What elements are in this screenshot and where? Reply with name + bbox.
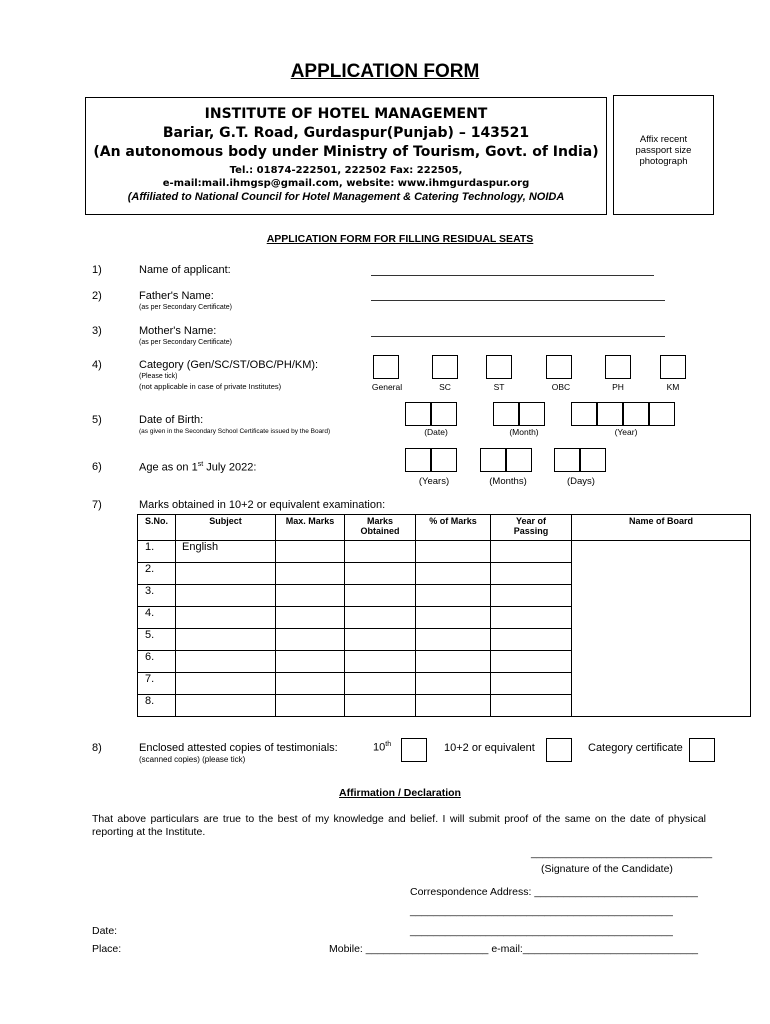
age-years-1[interactable] <box>405 448 431 472</box>
row-marks-obtained[interactable] <box>345 695 416 717</box>
marks-label: Marks obtained in 10+2 or equivalent examination: <box>139 499 386 511</box>
age-days-1[interactable] <box>554 448 580 472</box>
age-label <box>139 461 256 474</box>
form-subtitle: APPLICATION FORM FOR FILLING RESIDUAL SEATS <box>266 233 534 245</box>
photo-box-label: Affix recent passport size photograph <box>635 134 692 167</box>
row-max-marks[interactable] <box>276 541 345 563</box>
plus2-label: 10+2 or equivalent <box>444 742 535 754</box>
row-year[interactable] <box>491 651 572 673</box>
row-subject[interactable] <box>176 695 276 717</box>
item-number-8: 8) <box>92 742 102 754</box>
row-year[interactable] <box>491 607 572 629</box>
row-marks-obtained[interactable] <box>345 541 416 563</box>
photo-box[interactable] <box>613 95 714 215</box>
row-year[interactable] <box>491 695 572 717</box>
age-caption-years: (Years) <box>418 476 450 487</box>
father-field[interactable] <box>371 300 665 301</box>
row-percent[interactable] <box>416 585 491 607</box>
age-days-2[interactable] <box>580 448 606 472</box>
item-number-4: 4) <box>92 359 102 371</box>
row-max-marks[interactable] <box>276 607 345 629</box>
correspondence-address[interactable]: Correspondence Address: ____________________________ <box>410 886 698 898</box>
category-box-obc[interactable] <box>546 355 572 379</box>
row-subject[interactable] <box>176 673 276 695</box>
row-max-marks[interactable] <box>276 563 345 585</box>
dob-year-3[interactable] <box>623 402 649 426</box>
item-number-2: 2) <box>92 290 102 302</box>
dob-caption-month: (Month) <box>509 427 539 437</box>
category-box-ph[interactable] <box>605 355 631 379</box>
institute-email: e-mail:mail.ihmgsp@gmail.com, website: www.ihmgurdaspur.org <box>162 178 530 189</box>
category-box-general[interactable] <box>373 355 399 379</box>
institute-affiliation: (Affiliated to National Council for Hotel Management & Catering Technology, NOIDA <box>127 191 565 203</box>
item-number-6: 6) <box>92 461 102 473</box>
institute-phone: Tel.: 01874-222501, 222502 Fax: 222505, <box>229 165 463 176</box>
category-box-km[interactable] <box>660 355 686 379</box>
row-year[interactable] <box>491 585 572 607</box>
row-percent[interactable] <box>416 629 491 651</box>
row-subject[interactable] <box>176 629 276 651</box>
row-subject[interactable]: English <box>176 541 276 563</box>
dob-day-1[interactable] <box>405 402 431 426</box>
row-max-marks[interactable] <box>276 673 345 695</box>
row-sno: 6. <box>138 651 176 673</box>
testimonial-box-tenth[interactable] <box>401 738 427 762</box>
row-sno: 2. <box>138 563 176 585</box>
mobile-email-line[interactable]: Mobile: _____________________ e-mail:______________________________ <box>329 943 699 955</box>
institute-header <box>85 97 607 215</box>
enclosed-note: (scanned copies) (please tick) <box>139 755 246 764</box>
row-max-marks[interactable] <box>276 651 345 673</box>
age-caption-months: (Months) <box>489 476 527 487</box>
age-months-2[interactable] <box>506 448 532 472</box>
row-marks-obtained[interactable] <box>345 585 416 607</box>
category-label: Category (Gen/SC/ST/OBC/PH/KM): <box>139 359 319 371</box>
dob-note: (as given in the Secondary School Certificate issued by the Board) <box>139 428 331 435</box>
item-number-1: 1) <box>92 264 102 276</box>
item-number-3: 3) <box>92 325 102 337</box>
row-percent[interactable] <box>416 563 491 585</box>
age-label-post: July 2022: <box>203 461 257 474</box>
row-marks-obtained[interactable] <box>345 629 416 651</box>
age-years-2[interactable] <box>431 448 457 472</box>
row-max-marks[interactable] <box>276 585 345 607</box>
form-title: APPLICATION FORM <box>290 61 480 82</box>
row-marks-obtained[interactable] <box>345 651 416 673</box>
tenth-label-sup: th <box>385 741 392 748</box>
row-sno: 3. <box>138 585 176 607</box>
dob-year-4[interactable] <box>649 402 675 426</box>
row-sno: 4. <box>138 607 176 629</box>
row-percent[interactable] <box>416 541 491 563</box>
age-label-pre: Age as on 1 <box>139 461 198 474</box>
dob-caption-year: (Year) <box>614 427 638 437</box>
row-percent[interactable] <box>416 607 491 629</box>
header-board: Name of Board <box>572 515 751 541</box>
row-percent[interactable] <box>416 651 491 673</box>
row-subject[interactable] <box>176 651 276 673</box>
category-caption-obc: OBC <box>551 382 571 392</box>
address-line-2[interactable]: _____________________________________________ <box>410 925 673 937</box>
dob-year-2[interactable] <box>597 402 623 426</box>
category-box-st[interactable] <box>486 355 512 379</box>
name-label: Name of applicant: <box>139 264 231 276</box>
row-marks-obtained[interactable] <box>345 563 416 585</box>
testimonial-box-category[interactable] <box>689 738 715 762</box>
row-sno: 8. <box>138 695 176 717</box>
row-percent[interactable] <box>416 673 491 695</box>
mother-field[interactable] <box>371 336 665 337</box>
category-note-tick: (Please tick) <box>139 373 178 380</box>
item-number-7: 7) <box>92 499 102 511</box>
row-marks-obtained[interactable] <box>345 607 416 629</box>
row-year[interactable] <box>491 541 572 563</box>
category-caption-km: KM <box>666 382 680 392</box>
row-subject[interactable] <box>176 563 276 585</box>
declaration-text: That above particulars are true to the best of my knowledge and belief. I will submit proof of the same on the date of physical reporting at the Institute. <box>92 813 706 838</box>
row-subject[interactable] <box>176 607 276 629</box>
enclosed-label: Enclosed attested copies of testimonials: <box>139 742 338 754</box>
header-percent: % of Marks <box>416 515 491 541</box>
row-year[interactable] <box>491 673 572 695</box>
institute-name: INSTITUTE OF HOTEL MANAGEMENT <box>204 106 488 122</box>
dob-label: Date of Birth: <box>139 414 204 426</box>
dob-day-2[interactable] <box>431 402 457 426</box>
item-number-5: 5) <box>92 414 102 426</box>
category-caption-general: General <box>371 382 403 392</box>
signature-line[interactable]: _______________________________ <box>531 847 713 859</box>
father-note: (as per Secondary Certificate) <box>139 304 232 311</box>
row-max-marks[interactable] <box>276 629 345 651</box>
dob-month-2[interactable] <box>519 402 545 426</box>
row-max-marks[interactable] <box>276 695 345 717</box>
dob-caption-date: (Date) <box>424 427 448 437</box>
row-sno: 1. <box>138 541 176 563</box>
header-subject: Subject <box>176 515 276 541</box>
age-label-sup: st <box>197 461 204 468</box>
institute-status: (An autonomous body under Ministry of Tourism, Govt. of India) <box>93 144 599 160</box>
date-label: Date: <box>92 925 118 937</box>
row-year[interactable] <box>491 563 572 585</box>
mother-note: (as per Secondary Certificate) <box>139 339 232 346</box>
tenth-label <box>373 741 391 754</box>
header-year: Year of Passing <box>491 515 572 541</box>
name-field[interactable] <box>371 275 654 276</box>
declaration-heading: Affirmation / Declaration <box>339 787 461 799</box>
header-max-marks: Max. Marks <box>276 515 345 541</box>
father-label: Father's Name: <box>139 290 214 302</box>
dob-month-1[interactable] <box>493 402 519 426</box>
category-box-sc[interactable] <box>432 355 458 379</box>
row-year[interactable] <box>491 629 572 651</box>
row-percent[interactable] <box>416 695 491 717</box>
row-sno: 5. <box>138 629 176 651</box>
category-certificate-label: Category certificate <box>588 742 683 754</box>
category-caption-ph: PH <box>612 382 624 392</box>
category-caption-st: ST <box>493 382 505 392</box>
row-marks-obtained[interactable] <box>345 673 416 695</box>
row-subject[interactable] <box>176 585 276 607</box>
testimonial-box-plus2[interactable] <box>546 738 572 762</box>
marks-table <box>137 514 751 717</box>
marks-table-header <box>138 515 751 541</box>
age-months-1[interactable] <box>480 448 506 472</box>
board-cell[interactable] <box>572 541 751 717</box>
institute-address: Bariar, G.T. Road, Gurdaspur(Punjab) – 143521 <box>162 125 530 141</box>
category-note-private: (not applicable in case of private Institutes) <box>139 382 282 391</box>
mother-label: Mother's Name: <box>139 325 217 337</box>
tenth-label-text: 10 <box>373 741 386 754</box>
signature-caption: (Signature of the Candidate) <box>541 863 673 875</box>
address-line-1[interactable]: _____________________________________________ <box>410 905 673 917</box>
category-caption-sc: SC <box>439 382 451 392</box>
row-sno: 7. <box>138 673 176 695</box>
header-sno: S.No. <box>138 515 176 541</box>
age-caption-days: (Days) <box>567 476 595 487</box>
place-label: Place: <box>92 943 122 955</box>
header-marks-obtained: Marks Obtained <box>345 515 416 541</box>
table-row <box>138 541 751 563</box>
dob-year-1[interactable] <box>571 402 597 426</box>
